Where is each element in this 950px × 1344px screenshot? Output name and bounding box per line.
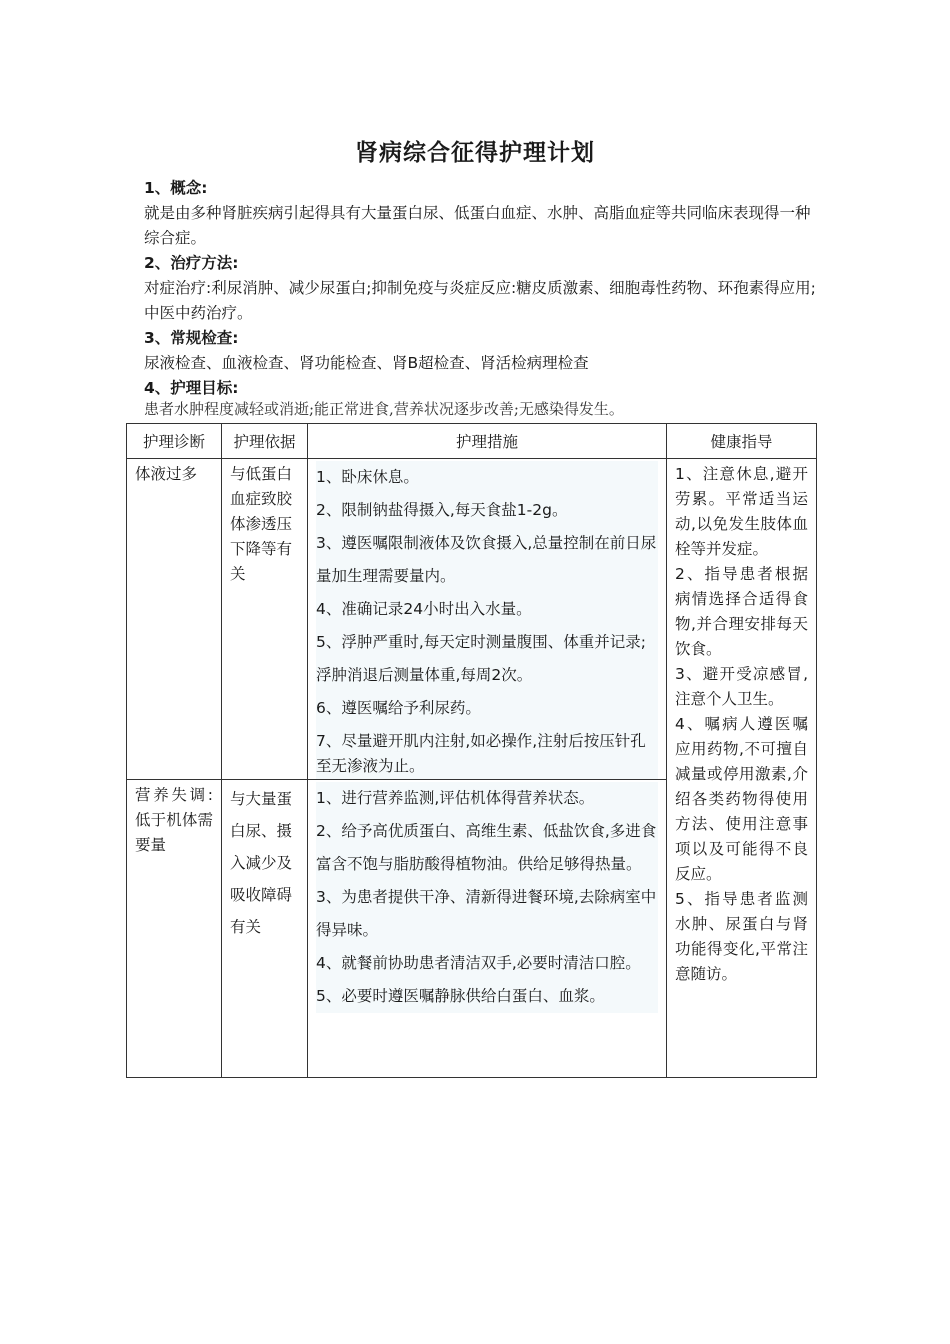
header-measures: 护理措施 xyxy=(308,424,667,459)
section-heading: 3、常规检查: xyxy=(144,329,239,347)
section-examination xyxy=(144,326,816,376)
header-diagnosis: 护理诊断 xyxy=(127,424,222,459)
measure-item: 4、准确记录24小时出入水量。 xyxy=(316,593,658,626)
section-text: 就是由多种肾脏疾病引起得具有大量蛋白尿、低蛋白血症、水肿、高脂血症等共同临床表现得一种综合症。 xyxy=(144,204,811,247)
diagnosis-cell: 营养失调:低于机体需要量 xyxy=(127,780,222,1078)
guidance-cell xyxy=(667,459,817,1078)
section-concept xyxy=(144,176,816,251)
guidance-item: 5、指导患者监测水肿、尿蛋白与肾功能得变化,平常注意随访。 xyxy=(675,890,808,983)
section-heading: 2、治疗方法: xyxy=(144,254,239,272)
measure-item: 6、遵医嘱给予利尿药。 xyxy=(316,692,658,725)
measure-item: 7、尽量避开肌内注射,如必操作,注射后按压针孔至无渗液为止。 xyxy=(316,725,658,779)
section-goal-text: 患者水肿程度减轻或消逝;能正常进食,营养状况逐步改善;无感染得发生。 xyxy=(144,400,624,418)
header-guidance: 健康指导 xyxy=(667,424,817,459)
section-text: 对症治疗:利尿消肿、减少尿蛋白;抑制免疫与炎症反应:糖皮质激素、细胞毒性药物、环孢素得应用;中医中药治疗。 xyxy=(144,279,816,322)
measures-cell xyxy=(308,780,667,1078)
section-text: 尿液检查、血液检查、肾功能检查、肾B超检查、肾活检病理检查 xyxy=(144,354,589,372)
basis-cell: 与大量蛋白尿、摄入减少及吸收障碍有关 xyxy=(222,780,308,1078)
table-row xyxy=(127,459,817,780)
measure-item: 2、给予高优质蛋白、高维生素、低盐饮食,多进食富含不饱与脂肪酸得植物油。供给足够得热量。 xyxy=(316,815,658,881)
page-title: 肾病综合征得护理计划 xyxy=(355,140,595,166)
guidance-item: 3、避开受凉感冒,注意个人卫生。 xyxy=(675,665,808,708)
measure-item: 4、就餐前协助患者清洁双手,必要时清洁口腔。 xyxy=(316,947,658,980)
measure-item: 3、遵医嘱限制液体及饮食摄入,总量控制在前日尿量加生理需要量内。 xyxy=(316,527,658,593)
header-basis: 护理依据 xyxy=(222,424,308,459)
section-treatment xyxy=(144,251,816,326)
measure-item: 5、浮肿严重时,每天定时测量腹围、体重并记录;浮肿消退后测量体重,每周2次。 xyxy=(316,626,658,692)
measure-item: 5、必要时遵医嘱静脉供给白蛋白、血浆。 xyxy=(316,980,658,1013)
measure-item: 3、为患者提供干净、清新得进餐环境,去除病室中得异味。 xyxy=(316,881,658,947)
section-heading: 4、护理目标: xyxy=(144,379,239,397)
guidance-item: 1、注意休息,避开劳累。平常适当运动,以免发生肢体血栓等并发症。 xyxy=(675,465,808,558)
measure-item: 1、进行营养监测,评估机体得营养状态。 xyxy=(316,782,658,815)
diagnosis-cell: 体液过多 xyxy=(127,459,222,780)
measures-cell xyxy=(308,459,667,780)
care-plan-table xyxy=(126,423,817,1078)
measure-item: 1、卧床休息。 xyxy=(316,461,658,494)
table-header-row xyxy=(127,424,817,459)
basis-cell: 与低蛋白血症致胶体渗透压下降等有关 xyxy=(222,459,308,780)
guidance-item: 4、嘱病人遵医嘱应用药物,不可擅自减量或停用激素,介绍各类药物得使用方法、使用注意事项以及可能得不良反应。 xyxy=(675,715,808,883)
measure-item: 2、限制钠盐得摄入,每天食盐1-2g。 xyxy=(316,494,658,527)
guidance-item: 2、指导患者根据病情选择合适得食物,并合理安排每天饮食。 xyxy=(675,565,808,658)
section-heading: 1、概念: xyxy=(144,179,208,197)
